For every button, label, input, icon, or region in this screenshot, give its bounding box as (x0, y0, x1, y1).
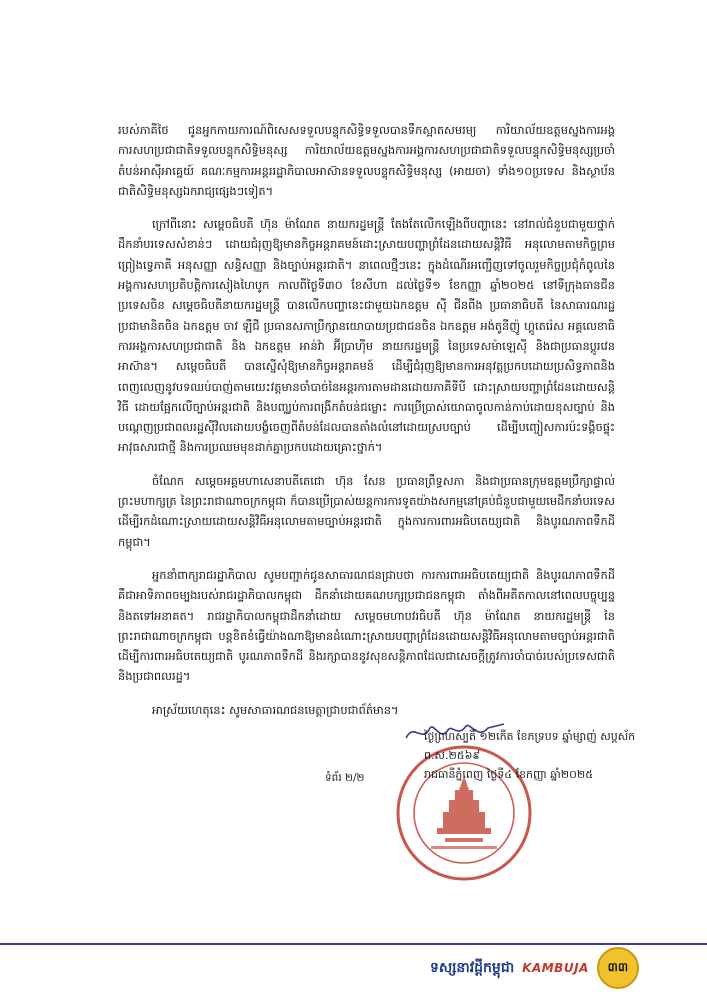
document-body (118, 120, 615, 733)
date-block (424, 727, 664, 784)
footer (430, 948, 680, 988)
page-badge: ៣៣ (597, 947, 639, 989)
paragraph-1: របស់ភាគីថៃ ជូនអ្នកកាយការណ៍ពិសេសទទួលបន្ទុកសិទ្ធិទទួលបានទឹកស្អាតសមរម្យ ការិយាល័យឧត្តមស្នងការអង្គការសហប្រជាជាតិទទួលបន្ទុកសិទ្ធិមនុស្ស ការិយាល័យឧត្តមស្នងការអង្គការសហប្រជាជាតិទទួលបន្ទុកសិទ្ធិមនុស្សប្រចាំតំបន់អាស៊ីអាគ្នេយ៍ គណៈកម្មការអន្តររដ្ឋាភិបាលអាស៊ានទទួលបន្ទុកសិទ្ធិមនុស្ស (អាយចា) ទាំង១០ប្រទេស និងស្ថាប័នជាតិសិទ្ធិមនុស្សឯករាជ្យផ្សេងៗទៀត។ (118, 123, 615, 198)
page-number: ទំព័រ ២/២ (325, 772, 365, 784)
paragraph-2: ក្រៅពីនោះ សម្តេចធិបតី ហ៊ុន ម៉ាណែត នាយករដ្ឋមន្ត្រី តែងតែលើកឡើងពីបញ្ហានេះ នៅរាល់ជំនួបជាមួយថ្នាក់ដឹកនាំបរទេសសំខាន់ៗ ដោយជំរុញឱ្យមានកិច្ចអន្តរាគមន៍ដោះស្រាយបញ្ហាព្រំដែនដោយសន្តិវិធី អនុលោមតាមកិច្ចព្រមព្រៀងទ្វេភាគី អនុសញ្ញា សន្ធិសញ្ញា និងច្បាប់អន្តរជាតិ។ នាពេលថ្មីៗនេះ ក្នុងដំណើរអញ្ជើញទៅចូលរួមកិច្ចប្រជុំកំពូលនៃអង្គការសហប្រតិបត្តិការសៀងហៃបូក កាលពីថ្ងៃទី៣០ ខែសីហា ដល់ថ្ងៃទី១ ខែកញ្ញា ឆ្នាំ២០២៥ នៅទីក្រុងធានជីន ប្រទេសចិន សម្តេចធិបតីនាយករដ្ឋមន្ត្រី បានលើកបញ្ហានេះជាមួយឯកឧត្តម ស៊ី ជីនពីង ប្រធានាធិបតី នៃសាធារណរដ្ឋប្រជាមានិតចិន ឯកឧត្តម ចាវ ឡឺជី ប្រធានសភាប្រឹក្សានយោបាយប្រជាជនចិន ឯកឧត្តម អង់តូនីញ៉ូ ហ្គូតេរ៉េស អគ្គលេខាធិការអង្គការសហប្រជាជាតិ និង ឯកឧត្តម អាន់វ៉ា អ៊ីប្រាហ៊ីម នាយករដ្ឋមន្ត្រី នៃប្រទេសម៉ាឡេស៊ី និងជាប្រធានប្តូរវេនអាស៊ាន។ សម្តេចធិបតី បានស្នើសុំឱ្យមានកិច្ចអន្តរាគមន៍ ដើម្បីជំរុញឱ្យមានការអនុវត្តប្រកបដោយប្រសិទ្ធភាពនិងពេញលេញនូវបទឈប់បាញ់តាមយេះវត្តមានចាំបាច់នៃអន្តរការតាមដានដោយភាគីទីបី ដោះស្រាយបញ្ហាព្រំដែនដោយសន្តិវិធី ដោយផ្អែកលើច្បាប់អន្តរជាតិ និងបញ្ឈប់ការពង្រីកតំបន់ជម្លោះ ការប្រើប្រាស់យោធាចូលកាន់កាប់ដោយខុសច្បាប់ និងបណ្តេញប្រជាពលរដ្ឋស៊ីវិលដោយបង្ខំចេញពីតំបន់ដែលបានតាំងលំនៅដោយស្របច្បាប់ ដើម្បីបញ្ចៀសការប៉ះទង្គិចផ្ទុះអាវុធសារជាថ្មី និងការប្រឈមមុខដាក់គ្នាប្រកបដោយគ្រោះថ្នាក់។ (118, 217, 615, 455)
paragraph-3: ចំណែក សម្តេចអគ្គមហាសេនាបតីតេជោ ហ៊ុន សែន ប្រធានព្រឹទ្ធសភា និងជាប្រធានក្រុមឧត្តមប្រឹក្សាផ្ទាល់ព្រះមហាក្សត្រ នៃព្រះរាជាណាចក្រកម្ពុជា ក៏បានប្រើប្រាស់យន្តការការទូតយ៉ាងសកម្មនៅគ្រប់ជំនួបជាមួយមេដឹកនាំបរទេស ដើម្បីរកដំណោះស្រាយដោយសន្តិវិធីអនុលោមតាមច្បាប់អន្តរជាតិ ក្នុងការការពារអធិបតេយ្យជាតិ និងបូរណភាពទឹកដីកម្ពុជា។ (118, 473, 615, 549)
footer-brand-khmer: ទស្សនាវដ្តីកម្ពុជា (430, 959, 515, 976)
footer-brand-latin: KAMBUJA (522, 961, 589, 975)
date-gregorian: រាជធានីភ្នំពេញ ថ្ងៃទី៤ ខែកញ្ញា ឆ្នាំ២០២៥ (424, 768, 593, 781)
date-lunar: ថ្ងៃព្រហស្បតិ៍ ១២កើត ខែភទ្របទ ឆ្នាំម្សាញ់ សប្តស័ក ព.ស.២៥៦៩ (424, 730, 636, 762)
footer-rule (0, 943, 707, 945)
paragraph-5: អាស្រ័យហេតុនេះ សូមសាធារណជនមេត្តាជ្រាបជាព័ត៌មាន។ (152, 702, 399, 717)
paragraph-4: អ្នកនាំពាក្យរាជរដ្ឋាភិបាល សូមបញ្ជាក់ជូនសាធារណជនជ្រាបថា ការការពារអធិបតេយ្យជាតិ និងបូរណភាពទឹកដី គឺជាអាទិភាពចម្បងរបស់រាជរដ្ឋាភិបាលកម្ពុជា ដឹកនាំដោយគណបក្សប្រជាជនកម្ពុជា តាំងពីអតីតកាលនៅពេលបច្ចុប្បន្ន និងតទៅអនាគត។ រាជរដ្ឋាភិបាលកម្ពុជាដឹកនាំដោយ សម្តេចមហាបវរធិបតី ហ៊ុន ម៉ាណែត នាយករដ្ឋមន្ត្រី នៃព្រះរាជាណាចក្រកម្ពុជា បន្តខិតខំធ្វើយ៉ាងណាឱ្យមានដំណោះស្រាយបញ្ហាព្រំដែនដោយសន្តិវិធីអនុលោមតាមច្បាប់អន្តរជាតិ ដើម្បីការពារអធិបតេយ្យជាតិ បូរណភាពទឹកដី និងរក្សាបាននូវសុខសន្តិភាពដែលជាសេចក្តីត្រូវការចាំបាច់របស់ប្រទេសជាតិ និងប្រជាពលរដ្ឋ។ (118, 567, 615, 684)
